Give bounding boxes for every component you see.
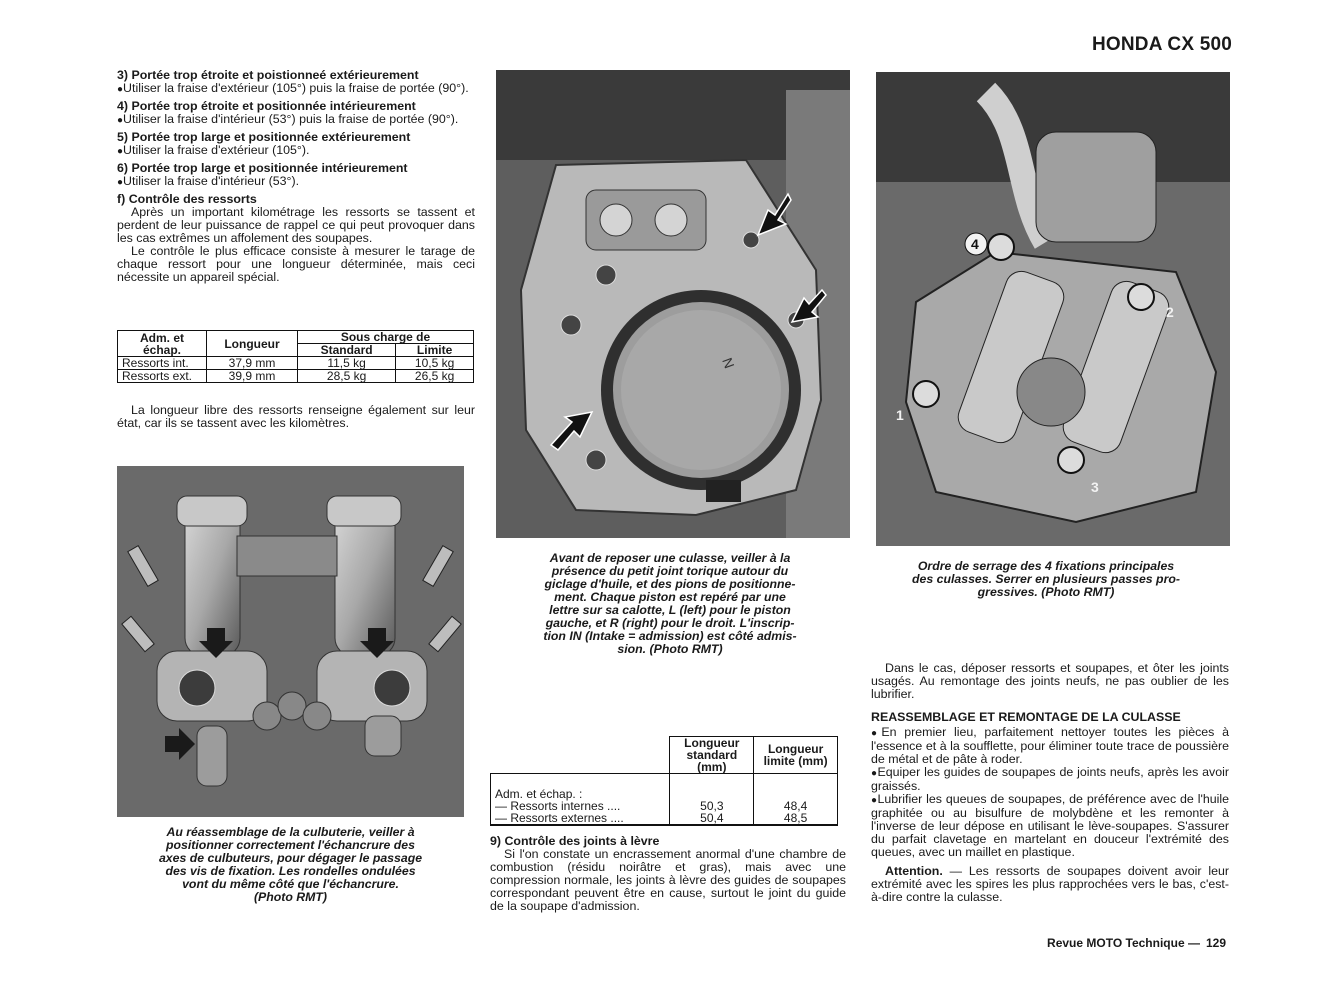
left-photo-caption: Au réassemblage de la culbuterie, veiller à positionner correctement l'échancrure des axes de culbuteurs, pour dégager le passage des vis de fixation. Les rondelles ondulées vont du même côté que l'échancrure. (Photo RMT): [158, 825, 423, 904]
section-9-text: [490, 832, 846, 917]
page-header-title: HONDA CX 500: [1091, 34, 1232, 55]
guide-length-table: [490, 736, 838, 826]
item4-title: 4) Portée trop étroite et positionnée intérieurement: [117, 99, 416, 113]
bolt-label-2: 2: [1166, 304, 1174, 320]
item5-text: ● Utiliser la fraise d'extérieur (105°).: [117, 144, 475, 158]
spring-load-table: [117, 330, 474, 383]
section-f-title: f) Contrôle des ressorts: [117, 192, 257, 206]
col-longueur-standard: Longueur standard (mm): [670, 737, 754, 774]
col-limite: Limite: [396, 344, 474, 357]
section-f-paragraph-1: Après un important kilométrage les ressorts se tassent et perdent de leur puissance de rappel ce qui peut provoquer dans les cas extrêmes un affolement des soupapes.: [117, 205, 475, 245]
cylinder-gasket-photo: [496, 70, 850, 538]
left-column-text: [117, 66, 475, 288]
item5-title: 5) Portée trop large et positionnée extérieurement: [117, 130, 411, 144]
reassembly-bullet-2: ● Equiper les guides de soupapes de joints neufs, après les avoir graissés.: [871, 766, 1229, 793]
table-row: Adm. et échap. : — Ressorts internes .... — Ressorts externes .... 50,3 50,4 48,4 48,5: [491, 774, 838, 825]
footer-magazine: Revue MOTO Technique —: [1047, 936, 1200, 950]
reassembly-bullet-3: ● Lubrifier les queues de soupapes, de préférence avec de l'huile graphitée ou au bisulfure de molybdène et les remonter à l'inverse de leur dépose en utilisant le lève-soupapes. S'assurer du parfait clavetage en martelant en douceur l'extrémité des queues, avec un maillet en plastique.: [871, 793, 1229, 859]
page-footer: [1047, 936, 1226, 950]
col-sous-charge: Sous charge de: [298, 331, 474, 344]
middle-photo-caption: Avant de reposer une culasse, veiller à la présence du petit joint torique autour du giclage d'huile, et des pions de positionne- ment. Chaque piston est repéré par une lettre sur sa calotte, L (left) pour le piston gauche, et R (right) pour le droit. L'inscrip- tion IN (Intake = admission) est côté admis- sion. (Photo RMT): [543, 551, 797, 656]
item3-text: ● Utiliser la fraise d'extérieur (105°) puis la fraise de portée (90°).: [117, 82, 475, 96]
attention-label: Attention.: [885, 864, 943, 878]
col-longueur: Longueur: [207, 331, 298, 357]
item3-title: 3) Portée trop étroite et poistionneé extérieurement: [117, 68, 419, 82]
col-longueur-limite: Longueur limite (mm): [754, 737, 838, 774]
item6-text: ● Utiliser la fraise d'intérieur (53°).: [117, 175, 475, 189]
right-intro-paragraph: Dans le cas, déposer ressorts et soupapes, et ôter les joints usagés. Au remontage des joints neufs, ne pas oublier de les lubrifier.: [871, 661, 1229, 701]
page-number: 129: [1205, 936, 1226, 950]
bolt-label-1: 1: [896, 407, 904, 423]
piston-mark-text: N: [719, 355, 738, 371]
right-photo-caption: Ordre de serrage des 4 fixations principales des culasses. Serrer en plusieurs passes pro- gressives. (Photo RMT): [912, 559, 1180, 599]
section-9-paragraph: Si l'on constate un encrassement anormal d'une chambre de combustion (résidu noirâtre et gras), mais avec une compression normale, les joints à lèvre des guides de soupapes correspondant peuvent être en cause, surtout le joint du guide de la soupape d'admission.: [490, 847, 846, 913]
item6-title: 6) Portée trop large et positionnée intérieurement: [117, 161, 408, 175]
bolt-label-4: 4: [971, 236, 979, 252]
col-standard: Standard: [298, 344, 396, 357]
right-column-text: [871, 662, 1229, 908]
rocker-assembly-photo: [117, 466, 464, 817]
group-label: Adm. et échap. :: [495, 787, 583, 801]
col-adm-echap: Adm. et échap.: [118, 331, 207, 357]
reassembly-bullet-1: ● En premier lieu, parfaitement nettoyer toutes les pièces à l'essence et à la soufflette, pour éliminer toute trace de poussière de métal et de pâte à roder.: [871, 726, 1229, 766]
section-9-title: 9) Contrôle des joints à lèvre: [490, 834, 660, 848]
table-row: Ressorts ext. 39,9 mm 28,5 kg 26,5 kg: [118, 370, 474, 383]
tightening-order-photo: [876, 72, 1230, 546]
after-table-paragraph: La longueur libre des ressorts renseigne également sur leur état, car ils se tassent avec les kilomètres.: [117, 403, 475, 430]
attention-paragraph: [871, 865, 1229, 904]
bolt-label-3: 3: [1091, 479, 1099, 495]
reassembly-section-title: REASSEMBLAGE ET REMONTAGE DE LA CULASSE: [871, 710, 1181, 724]
attention-text: — Les ressorts de soupapes doivent avoir leur extrémité avec les spires les plus rapprochées vers le bas, c'est-à-dire contre la culasse.: [871, 864, 1229, 904]
section-f-paragraph-2: Le contrôle le plus efficace consiste à mesurer le tarage de chaque ressort pour une longueur déterminée, mais ceci nécessite un appareil spécial.: [117, 244, 475, 284]
table-row: Ressorts int. 37,9 mm 11,5 kg 10,5 kg: [118, 357, 474, 370]
item4-text: ● Utiliser la fraise d'intérieur (53°) puis la fraise de portée (90°).: [117, 113, 475, 127]
